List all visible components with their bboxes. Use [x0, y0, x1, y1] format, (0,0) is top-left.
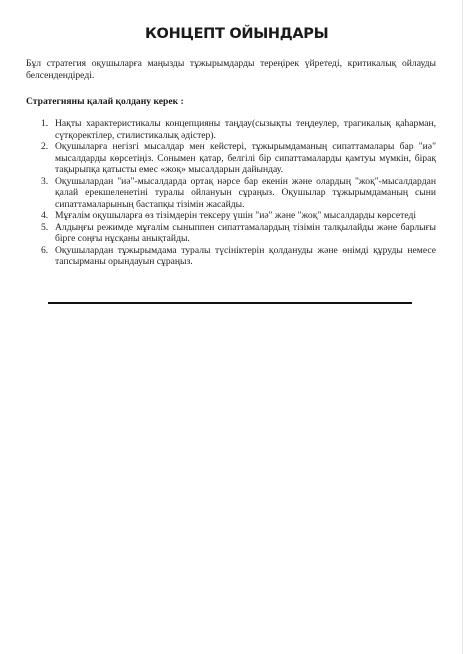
step-item-2: [26, 141, 436, 176]
document-title: КОНЦЕПТ ОЙЫНДАРЫ: [145, 26, 329, 42]
horizontal-divider: [48, 302, 412, 304]
step-text: Алдыңғы режимде мұғалім сыныппен сипаттамалардың тізімін талқылайды және барлығы бірге соңғы нұсқаны анықтайды.: [55, 221, 436, 244]
step-text: Оқушылардан "иә"-мысалдарда ортақ нәрсе бар екенін және олардың "жоқ"-мысалдардан қалай ерекшеленетіні туралы ойлануын сұраңыз. Оқушылар тұжырымдаманың сыни сипаттамаларының бастапқы тізімін жасайды.: [55, 175, 436, 210]
step-number: 2.: [41, 141, 49, 152]
step-number: 6.: [41, 244, 49, 256]
step-item-1: [26, 118, 436, 141]
step-item-5: [26, 222, 436, 245]
step-number: 4.: [41, 210, 49, 221]
step-number: 1.: [41, 118, 49, 129]
step-item-6: [26, 245, 436, 268]
step-number: 5.: [41, 221, 49, 233]
intro-paragraph: Бұл стратегия оқушыларға маңызды тұжырымдарды тереңірек үйретеді, критикалық ойлауды белсендендіреді.: [26, 58, 436, 81]
steps-list: [26, 118, 436, 268]
step-text: Оқушылардан тұжырымдама туралы түсініктерін қолдануды және өнімді құруды немесе тапсырманы орындауын сұраңыз.: [55, 244, 436, 267]
step-number: 3.: [41, 175, 49, 187]
step-text: Оқушыларға негізгі мысалдар мен кейстері, тұжырымдаманың сипаттамалары бар "иә" мысалдарды көрсетіңіз. Сонымен қатар, белгілі бір сипаттамаларды қамтуы мүмкін, бірақ тақырыпқа қатысты емес «жоқ» мысалдарын дайындау.: [55, 141, 436, 175]
step-item-3: [26, 176, 436, 211]
section-subheading: Стратегияны қалай қолдану керек :: [26, 96, 184, 107]
step-text: Нақты характеристикалы концепцияны таңдау(сызықты теңдеулер, трагикалық қаһарман, сүтқоректілер, стилистикалық әдістер).: [55, 118, 436, 141]
step-item-4: [26, 210, 436, 222]
step-text: Мұғалім оқушыларға өз тізімдерін тексеру үшін "иә" және "жоқ" мысалдарды көрсетеді: [55, 210, 417, 221]
